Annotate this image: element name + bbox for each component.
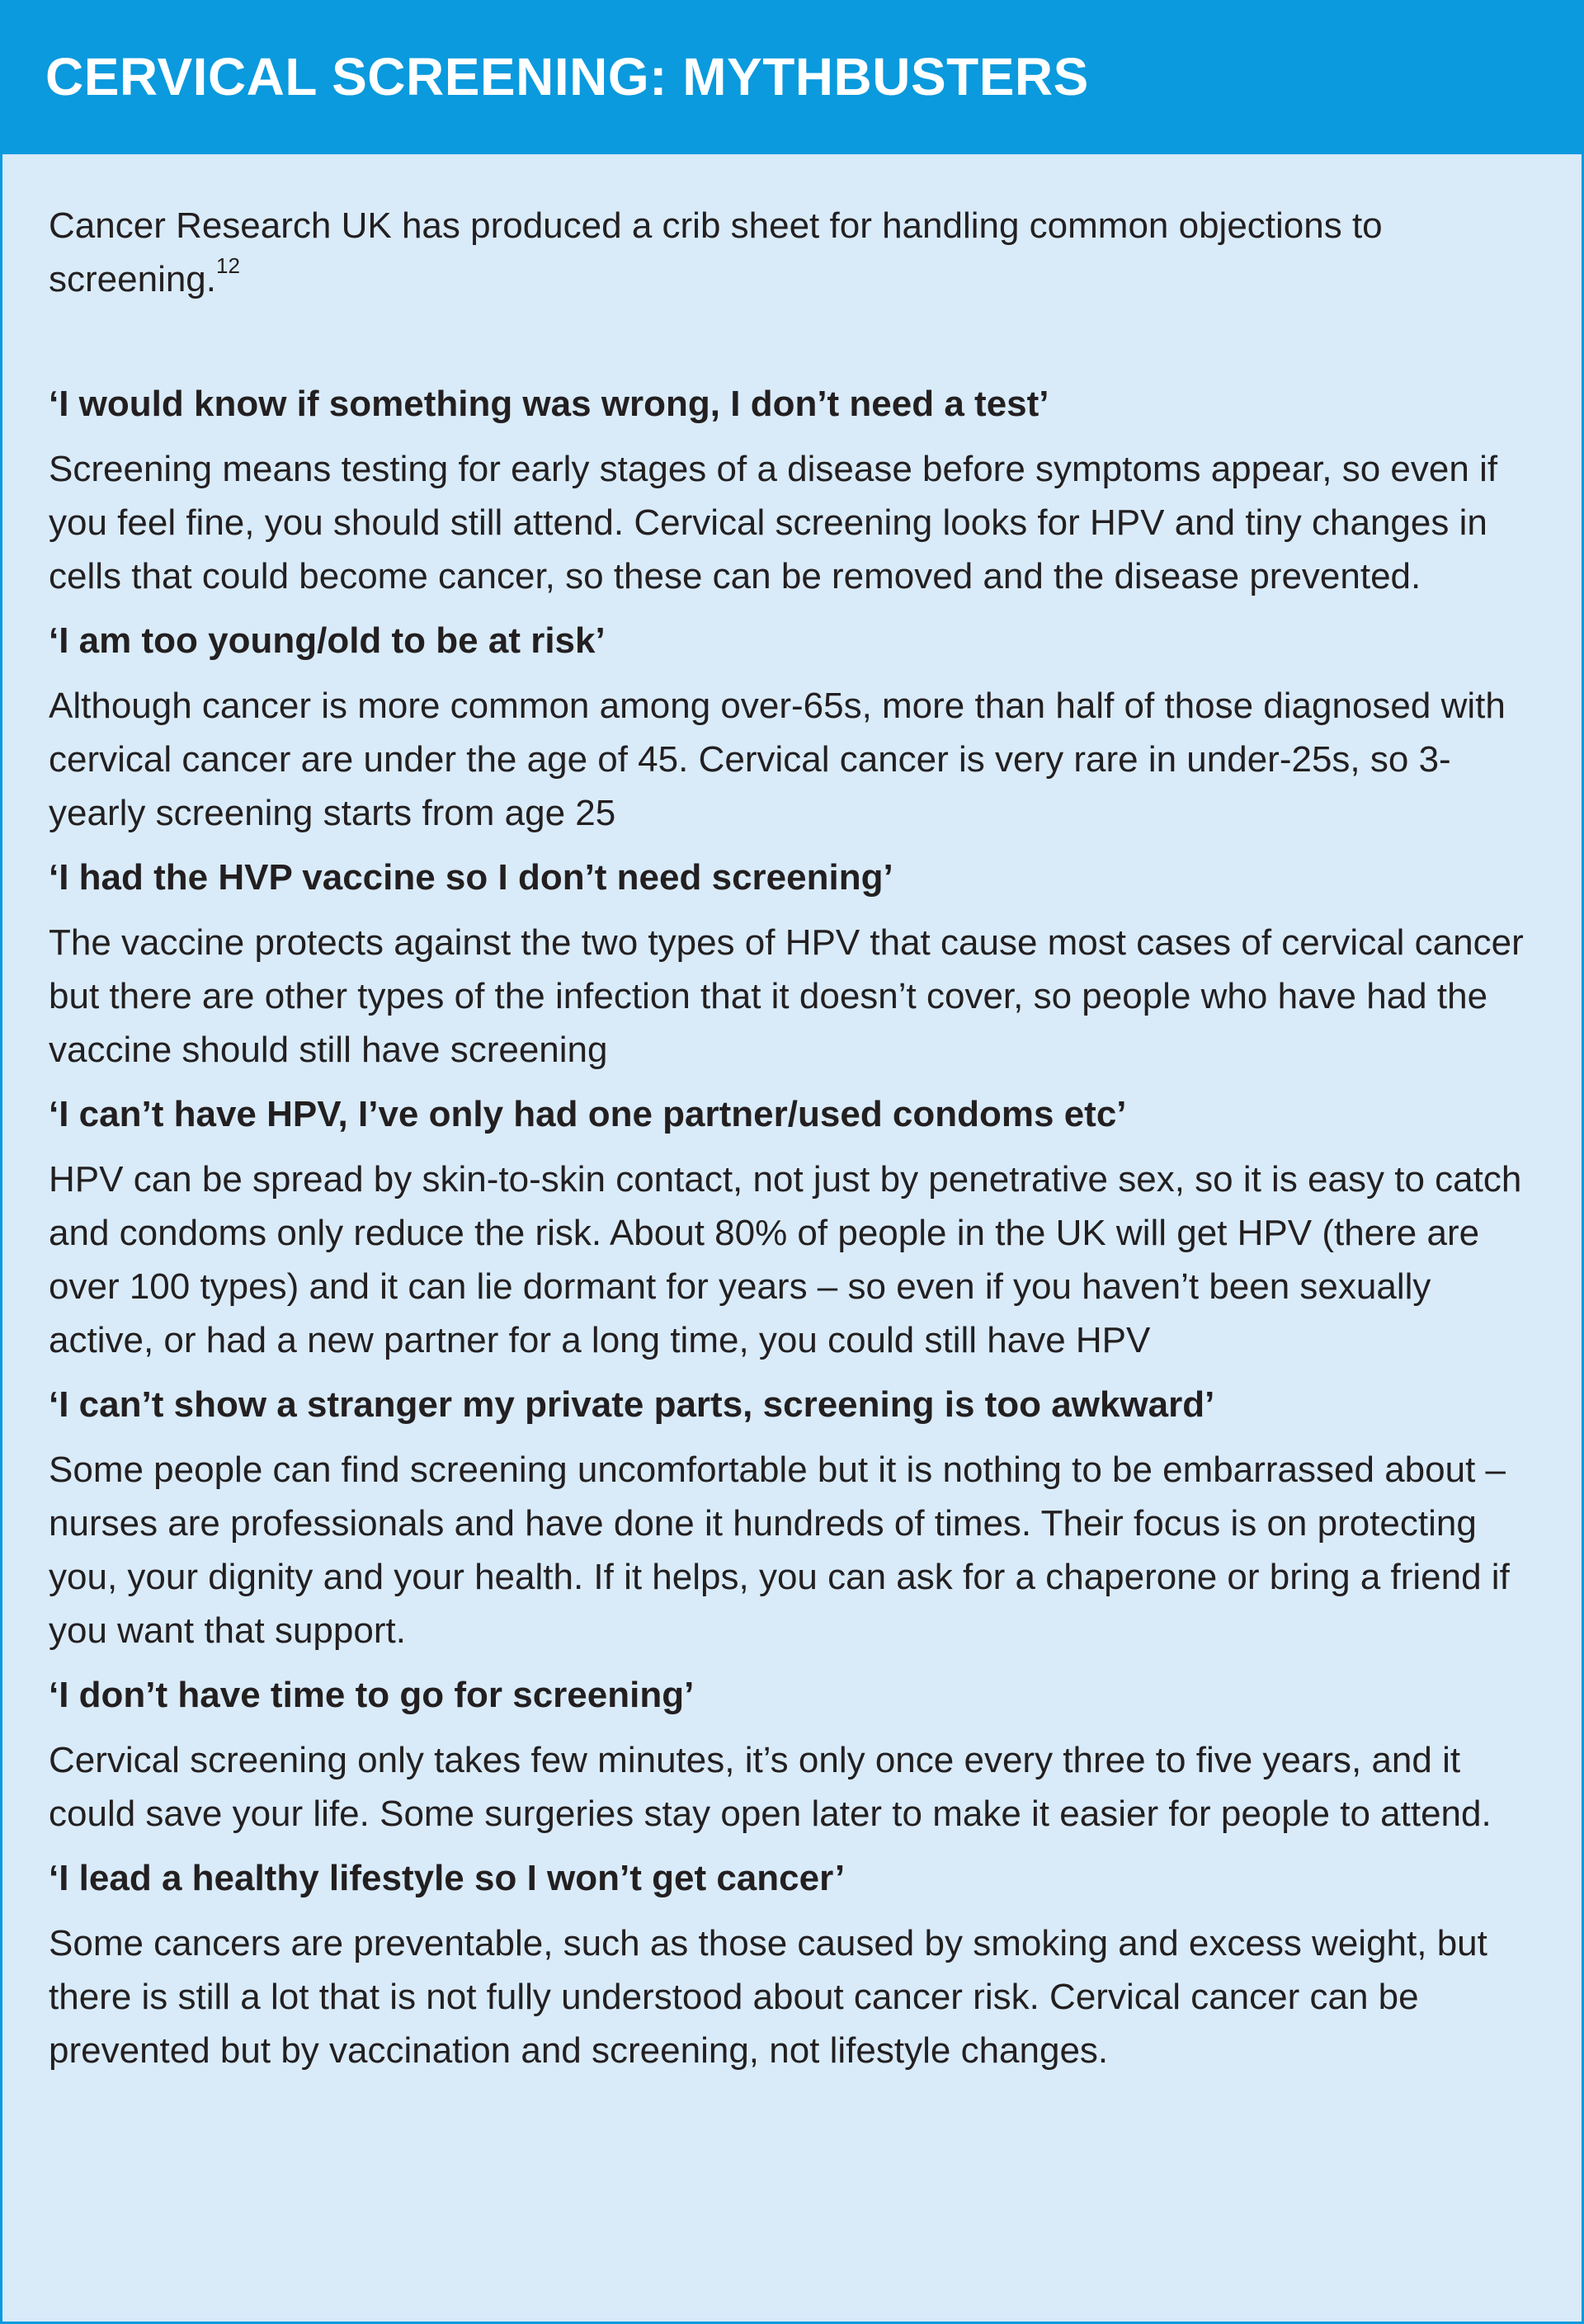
myth-item [49, 1089, 1542, 1367]
intro-paragraph [49, 199, 1542, 306]
myth-heading: ‘I had the HVP vaccine so I don’t need screening’ [49, 857, 893, 898]
myth-answer: Although cancer is more common among over-65s, more than half of those diagnosed with cervical cancer are under the age of 45. Cervical cancer is very rare in under-25s, so 3-yearly screening starts from age 25 [49, 686, 1506, 833]
myth-heading: ‘I would know if something was wrong, I don’t need a test’ [49, 384, 1049, 424]
myth-item [49, 852, 1542, 1077]
myth-item [49, 1853, 1542, 2077]
myth-heading: ‘I lead a healthy lifestyle so I won’t get cancer’ [49, 1858, 846, 1898]
box-content [49, 199, 1542, 2090]
myth-heading: ‘I am too young/old to be at risk’ [49, 620, 606, 661]
myth-heading: ‘I can’t have HPV, I’ve only had one partner/used condoms etc’ [49, 1094, 1127, 1134]
intro-text: Cancer Research UK has produced a crib sheet for handling common objections to screening. [49, 205, 1383, 299]
header-banner [2, 2, 1582, 154]
myth-answer: Some cancers are preventable, such as those caused by smoking and excess weight, but there is still a lot that is not fully understood about cancer risk. Cervical cancer can be prevented but by vaccination and screening, not lifestyle changes. [49, 1923, 1487, 2071]
myth-answer: HPV can be spread by skin-to-skin contact, not just by penetrative sex, so it is easy to catch and condoms only reduce the risk. About 80% of people in the UK will get HPV (there are over 100 types) and it can lie dormant for years – so even if you haven’t been sexually active, or had a new partner for a long time, you could still have HPV [49, 1159, 1522, 1360]
myth-answer: The vaccine protects against the two types of HPV that cause most cases of cervical cancer but there are other types of the infection that it doesn’t cover, so people who have had the vaccine should still have screening [49, 922, 1524, 1070]
myth-heading: ‘I don’t have time to go for screening’ [49, 1675, 695, 1715]
myth-item [49, 1670, 1542, 1841]
reference-superscript: 12 [216, 253, 240, 279]
myth-heading: ‘I can’t show a stranger my private parts, screening is too awkward’ [49, 1384, 1215, 1425]
page-title: CERVICAL SCREENING: MYTHBUSTERS [45, 47, 1089, 106]
myth-item [49, 1379, 1542, 1657]
myth-item [49, 615, 1542, 840]
myth-answer: Cervical screening only takes few minutes, it’s only once every three to five years, and it could save your life. Some surgeries stay open later to make it easier for people to attend. [49, 1740, 1492, 1834]
myth-item [49, 379, 1542, 603]
myth-answer: Screening means testing for early stages of a disease before symptoms appear, so even if you feel fine, you should still attend. Cervical screening looks for HPV and tiny changes in cells that could become cancer, so these can be removed and the disease prevented. [49, 449, 1498, 596]
myth-answer: Some people can find screening uncomfortable but it is nothing to be embarrassed about – nurses are professionals and have done it hundreds of times. Their focus is on protecting you, your dignity and your health. If it helps, you can ask for a chaperone or bring a friend if you want that support. [49, 1450, 1510, 1651]
